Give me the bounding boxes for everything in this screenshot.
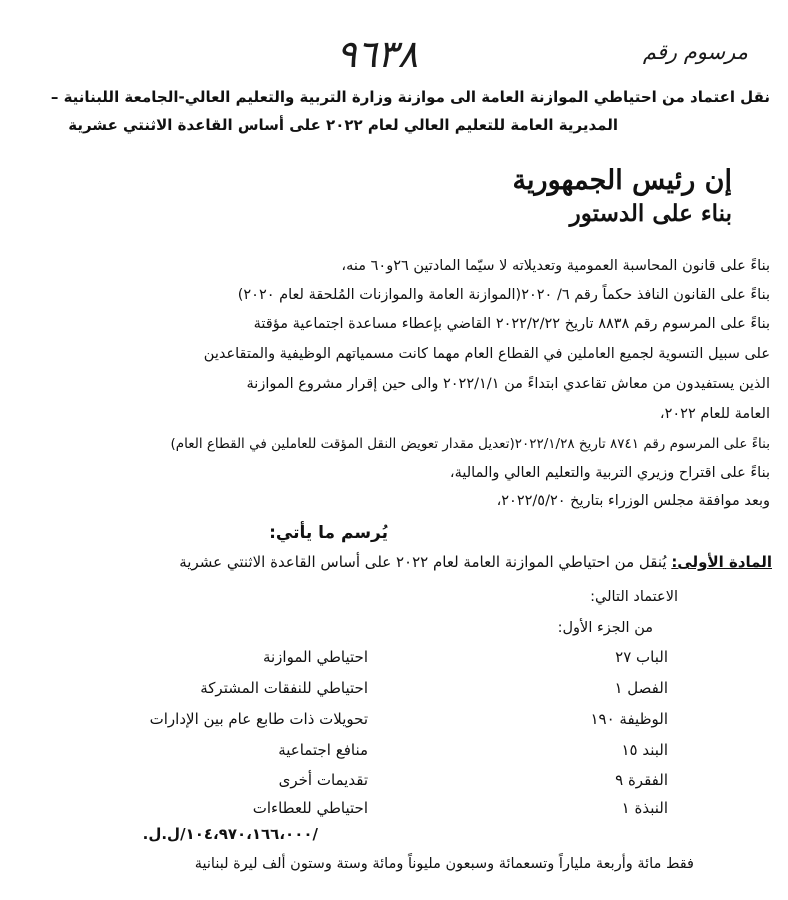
allocation-value: احتياطي للعطاءات <box>252 799 368 817</box>
allocation-value: احتياطي الموازنة <box>262 648 368 666</box>
preamble-line: الذين يستفيدون من معاش تقاعدي ابتداءً من ٢٠٢٢/١/١ والى حين إقرار مشروع الموازنة <box>246 376 770 392</box>
allocation-value: منافع اجتماعية <box>278 741 368 759</box>
preamble-line: العامة للعام ٢٠٢٢، <box>659 406 770 422</box>
constitution-heading: بناء على الدستور <box>569 200 732 227</box>
preamble-line: بناءً على قانون المحاسبة العمومية وتعديلاته لا سيّما المادتين ٢٦و٦٠ منه، <box>341 258 770 274</box>
article-1 <box>179 553 772 571</box>
preamble-line: بناءً على القانون النافذ حكماً رقم ٦/ ٢٠٢٠(الموازنة العامة والموازنات المُلحقة لعام ٢٠٢٠) <box>237 287 770 303</box>
preamble-line: وبعد موافقة مجلس الوزراء بتاريخ ٢٠٢٢/٥/٢٠، <box>496 493 770 509</box>
preamble-line: بناءً على اقتراح وزيري التربية والتعليم العالي والمالية، <box>449 465 770 481</box>
preamble-line: على سبيل التسوية لجميع العاملين في القطاع العام مهما كانت مسمياتهم الوظيفية والمتقاعدين <box>203 346 770 362</box>
from-part-label: من الجزء الأول: <box>557 620 653 636</box>
article-1-text: يُنقل من احتياطي الموازنة العامة لعام ٢٠٢٢ على أساس القاعدة الاثنتي عشرية <box>179 553 667 571</box>
allocation-value: تحويلات ذات طابع عام بين الإدارات <box>149 710 368 728</box>
article-1-title: المادة الأولى: <box>671 553 772 571</box>
allocation-label: الوظيفة ١٩٠ <box>590 710 668 728</box>
decree-label: مرسوم رقم <box>642 40 748 64</box>
subject-line-1: نقل اعتماد من احتياطي الموازنة العامة الى موازنة وزارة التربية والتعليم العالي-الجامعة اللبنانية – <box>50 88 770 106</box>
president-heading: إن رئيس الجمهورية <box>512 165 732 196</box>
amount-figure: /١٠٤،٩٧٠،١٦٦،٠٠٠/ل.ل. <box>142 825 318 843</box>
allocation-label: الفقرة ٩ <box>615 771 668 789</box>
decrees-heading: يُرسم ما يأتي: <box>269 523 388 543</box>
allocation-label: الباب ٢٧ <box>615 648 668 666</box>
amount-in-words: فقط مائة وأربعة ملياراً وتسعمائة وسبعون مليوناً ومائة وستة وستون ألف ليرة لبنانية <box>194 856 694 872</box>
allocation-value: احتياطي للنفقات المشتركة <box>200 679 368 697</box>
preamble-line: بناءً على المرسوم رقم ٨٨٣٨ تاريخ ٢٠٢٢/٢/٢٢ القاضي بإعطاء مساعدة اجتماعية مؤقتة <box>253 316 770 332</box>
decree-number: ٩٦٣٨ <box>336 32 418 76</box>
allocation-label: الفصل ١ <box>614 679 668 697</box>
article-1-continuation: الاعتماد التالي: <box>590 589 678 605</box>
allocation-label: البند ١٥ <box>621 741 668 759</box>
preamble-line: بناءً على المرسوم رقم ٨٧٤١ تاريخ ٢٠٢٢/١/٢٨(تعديل مقدار تعويض النقل المؤقت للعاملين في القطاع العام) <box>170 436 770 452</box>
subject-line-2: المديرية العامة للتعليم العالي لعام ٢٠٢٢ على أساس القاعدة الاثنتي عشرية <box>68 116 618 134</box>
allocation-label: النبذة ١ <box>621 799 668 817</box>
allocation-value: تقديمات أخرى <box>278 771 368 789</box>
